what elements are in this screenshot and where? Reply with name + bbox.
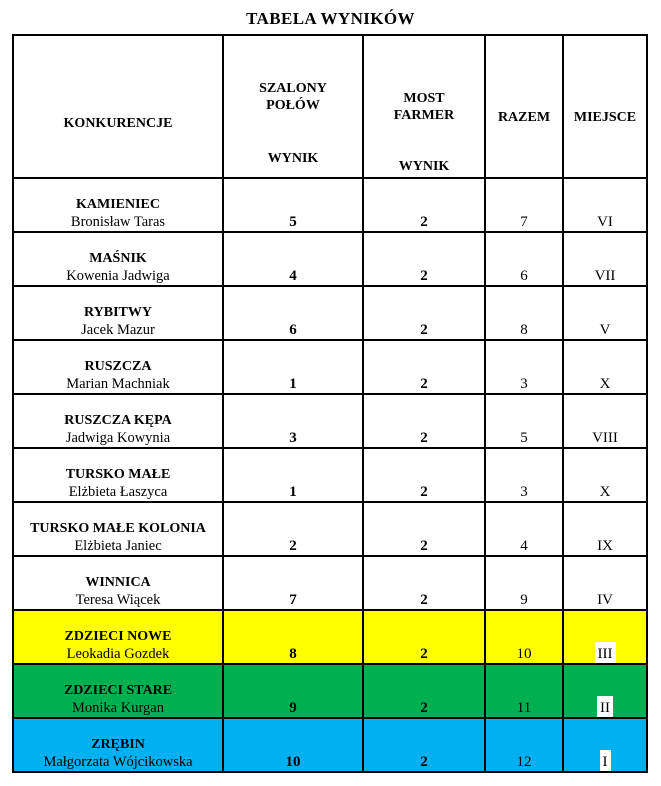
competitor-cell (13, 448, 223, 502)
miejsce-rank: VI (597, 214, 613, 230)
competitor-cell (13, 394, 223, 448)
miejsce-rank: V (599, 322, 611, 338)
miejsce-cell (563, 232, 647, 286)
razem-total: 3 (485, 448, 563, 502)
razem-total: 11 (485, 664, 563, 718)
competitor-cell (13, 232, 223, 286)
team-name: ZDZIECI NOWE (64, 629, 172, 644)
szalony-score: 5 (223, 178, 363, 232)
razem-total: 3 (485, 340, 563, 394)
competitor-cell (13, 502, 223, 556)
table-row (13, 610, 647, 664)
most-score: 2 (363, 448, 485, 502)
team-name: RYBITWY (84, 305, 152, 320)
table-row (13, 556, 647, 610)
competitor-cell (13, 718, 223, 772)
table-header (13, 35, 647, 178)
szalony-score: 7 (223, 556, 363, 610)
most-score: 2 (363, 394, 485, 448)
header-most-line1: MOST (403, 91, 445, 106)
table-row (13, 502, 647, 556)
header-konkurencje-label: KONKURENCJE (63, 115, 173, 131)
szalony-score: 10 (223, 718, 363, 772)
razem-total: 5 (485, 394, 563, 448)
person-name: Małgorzata Wójcikowska (43, 754, 193, 770)
miejsce-cell (563, 718, 647, 772)
header-razem (485, 35, 563, 178)
miejsce-rank: III (595, 642, 616, 663)
most-score: 2 (363, 718, 485, 772)
razem-total: 8 (485, 286, 563, 340)
miejsce-rank: I (600, 750, 611, 771)
person-name: Bronisław Taras (70, 214, 166, 230)
miejsce-rank: II (597, 696, 613, 717)
team-name: TURSKO MAŁE (65, 467, 171, 482)
szalony-score: 9 (223, 664, 363, 718)
table-body (13, 178, 647, 772)
team-name: WINNICA (85, 575, 151, 590)
szalony-score: 2 (223, 502, 363, 556)
team-name: RUSZCZA KĘPA (64, 413, 172, 428)
most-score: 2 (363, 610, 485, 664)
table-row (13, 286, 647, 340)
person-name: Elżbieta Janiec (74, 538, 162, 554)
competitor-cell (13, 664, 223, 718)
szalony-score: 1 (223, 448, 363, 502)
competitor-cell (13, 340, 223, 394)
most-score: 2 (363, 340, 485, 394)
team-name: TURSKO MAŁE KOLONIA (30, 521, 206, 536)
most-score: 2 (363, 502, 485, 556)
razem-total: 10 (485, 610, 563, 664)
person-name: Teresa Wiącek (75, 592, 161, 608)
table-row (13, 340, 647, 394)
miejsce-cell (563, 556, 647, 610)
team-name: ZDZIECI STARE (63, 683, 173, 698)
razem-total: 6 (485, 232, 563, 286)
table-row (13, 178, 647, 232)
razem-total: 7 (485, 178, 563, 232)
header-szalony-wynik: WYNIK (267, 151, 319, 166)
szalony-score: 8 (223, 610, 363, 664)
szalony-score: 4 (223, 232, 363, 286)
team-name: RUSZCZA (84, 359, 152, 374)
team-name: MAŚNIK (89, 251, 147, 266)
header-razem-label: RAZEM (497, 109, 551, 125)
table-row (13, 664, 647, 718)
most-score: 2 (363, 286, 485, 340)
person-name: Jacek Mazur (81, 322, 155, 338)
miejsce-rank: X (599, 376, 611, 392)
table-row (13, 718, 647, 772)
person-name: Monika Kurgan (72, 700, 164, 716)
miejsce-rank: VIII (592, 430, 618, 446)
competitor-cell (13, 556, 223, 610)
miejsce-cell (563, 340, 647, 394)
miejsce-cell (563, 664, 647, 718)
razem-total: 12 (485, 718, 563, 772)
szalony-score: 1 (223, 340, 363, 394)
header-konkurencje (13, 35, 223, 178)
table-row (13, 448, 647, 502)
header-row (13, 35, 647, 178)
most-score: 2 (363, 232, 485, 286)
szalony-score: 3 (223, 394, 363, 448)
miejsce-cell (563, 448, 647, 502)
miejsce-rank: IV (597, 592, 613, 608)
person-name: Leokadia Gozdek (66, 646, 170, 662)
miejsce-rank: IX (597, 538, 613, 554)
header-miejsce (563, 35, 647, 178)
competitor-cell (13, 610, 223, 664)
table-row (13, 394, 647, 448)
miejsce-cell (563, 178, 647, 232)
miejsce-rank: X (599, 484, 611, 500)
results-table (12, 34, 648, 773)
person-name: Marian Machniak (66, 376, 170, 392)
person-name: Elżbieta Łaszyca (68, 484, 168, 500)
person-name: Jadwiga Kowynia (65, 430, 171, 446)
header-szalony-line2: POŁÓW (266, 98, 320, 113)
competitor-cell (13, 286, 223, 340)
razem-total: 9 (485, 556, 563, 610)
most-score: 2 (363, 664, 485, 718)
header-most-line2: FARMER (393, 108, 455, 123)
header-miejsce-label: MIEJSCE (573, 109, 637, 125)
szalony-score: 6 (223, 286, 363, 340)
header-szalony-polow (223, 35, 363, 178)
header-most-farmer (363, 35, 485, 178)
most-score: 2 (363, 178, 485, 232)
competitor-cell (13, 178, 223, 232)
header-szalony-line1: SZALONY (259, 81, 327, 96)
team-name: ZRĘBIN (91, 737, 145, 752)
miejsce-cell (563, 502, 647, 556)
miejsce-cell (563, 394, 647, 448)
miejsce-rank: VII (594, 268, 616, 284)
miejsce-cell (563, 286, 647, 340)
razem-total: 4 (485, 502, 563, 556)
header-most-wynik: WYNIK (398, 159, 450, 174)
most-score: 2 (363, 556, 485, 610)
team-name: KAMIENIEC (75, 197, 160, 212)
table-row (13, 232, 647, 286)
person-name: Kowenia Jadwiga (66, 268, 170, 284)
miejsce-cell (563, 610, 647, 664)
page-title: TABELA WYNIKÓW (246, 9, 415, 28)
